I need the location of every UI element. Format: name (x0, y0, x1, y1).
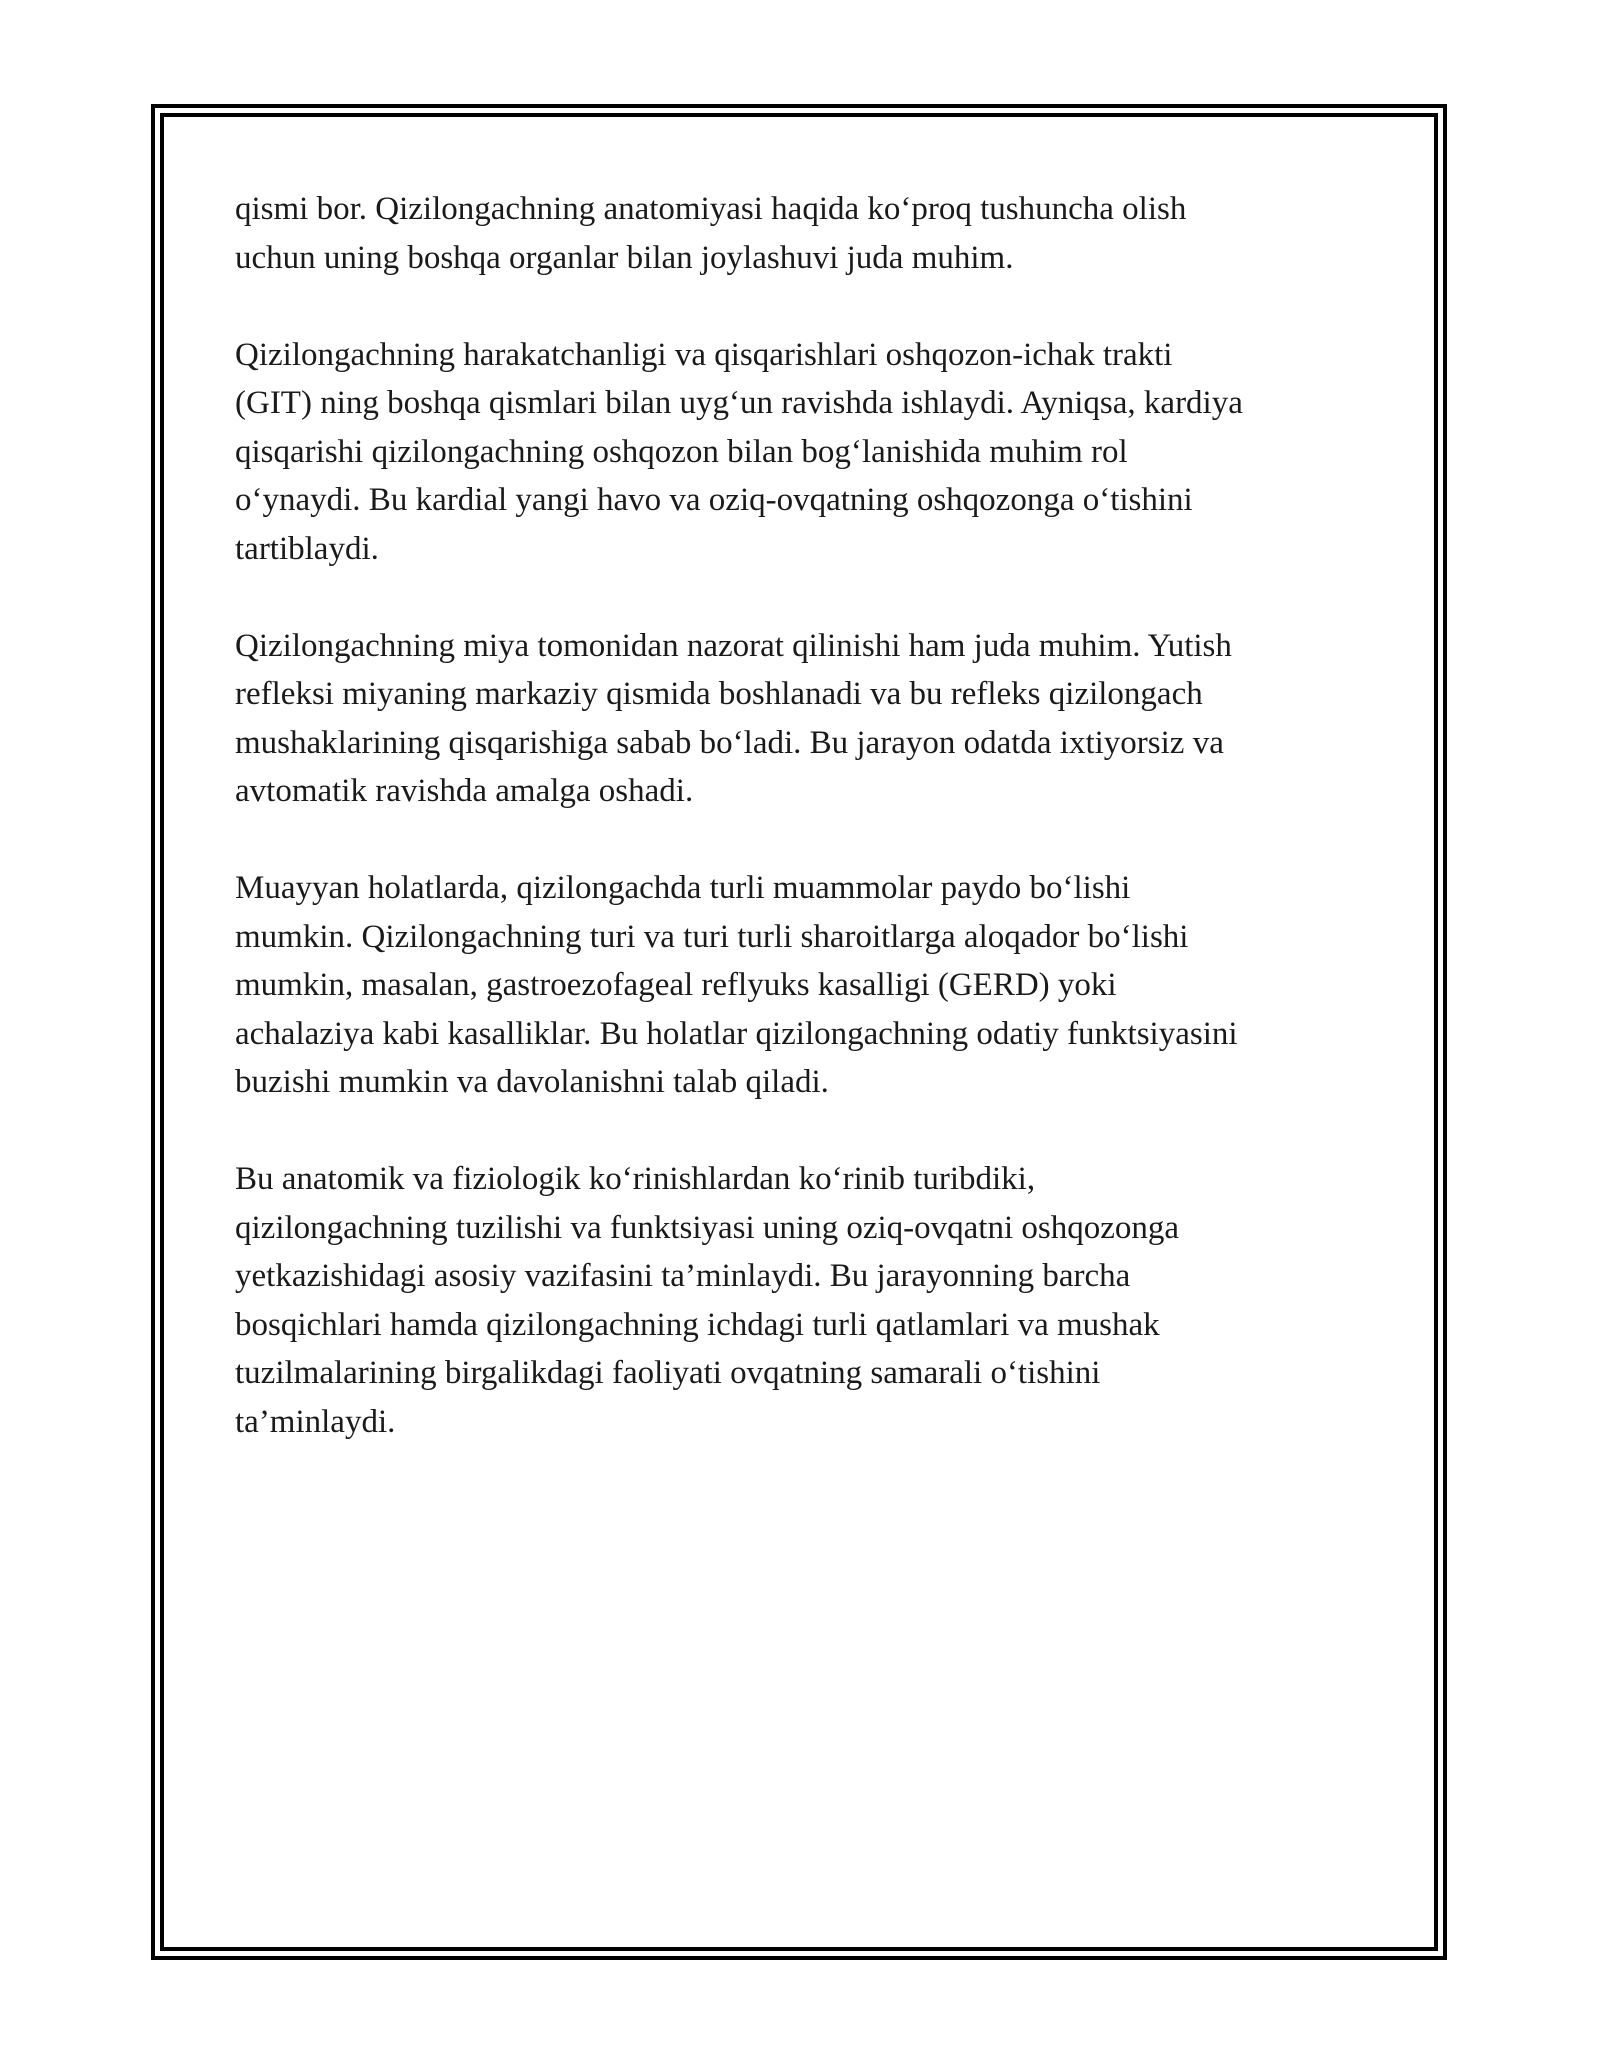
paragraph-2: Qizilongachning harakatchanligi va qisqarishlari oshqozon-ichak trakti (GIT) ning boshqa qismlari bilan uyg‘un ravishda ishlaydi. Ayniqsa, kardiya qisqarishi qizilongachning oshqozon bilan bog‘lanishida muhim rol o‘ynaydi. Bu kardial yangi havo va oziq-ovqatning oshqozonga o‘tishini tartiblaydi. (235, 336, 1243, 567)
paragraph-1: qismi bor. Qizilongachning anatomiyasi haqida ko‘proq tushuncha olish uchun uning boshqa organlar bilan joylashuvi juda muhim. (235, 191, 1187, 276)
paragraph-5: Bu anatomik va fiziologik ko‘rinishlardan ko‘rinib turibdiki, qizilongachning tuzilishi va funktsiyasi uning oziq-ovqatni oshqozonga yetkazishidagi asosiy vazifasini ta’minlaydi. Bu jarayonning barcha bosqichlari hamda qizilongachning ichdagi turli qatlamlari va mushak tuzilmalarining birgalikdagi faoliyati ovqatning samarali o‘tishini ta’minlaydi. (235, 1161, 1180, 1440)
paragraph-3: Qizilongachning miya tomonidan nazorat qilinishi ham juda muhim. Yutish refleksi miyaning markaziy qismida boshlanadi va bu refleks qizilongach mushaklarining qisqarishiga sabab bo‘ladi. Bu jarayon odatda ixtiyorsiz va avtomatik ravishda amalga oshadi. (235, 627, 1232, 809)
document-body (235, 185, 1375, 1495)
paragraph-4: Muayyan holatlarda, qizilongachda turli muammolar paydo bo‘lishi mumkin. Qizilongachning turi va turi turli sharoitlarga aloqador bo‘lishi mumkin, masalan, gastroezofageal reflyuks kasalligi (GERD) yoki achalaziya kabi kasalliklar. Bu holatlar qizilongachning odatiy funktsiyasini buzishi mumkin va davolanishni talab qiladi. (235, 870, 1238, 1100)
